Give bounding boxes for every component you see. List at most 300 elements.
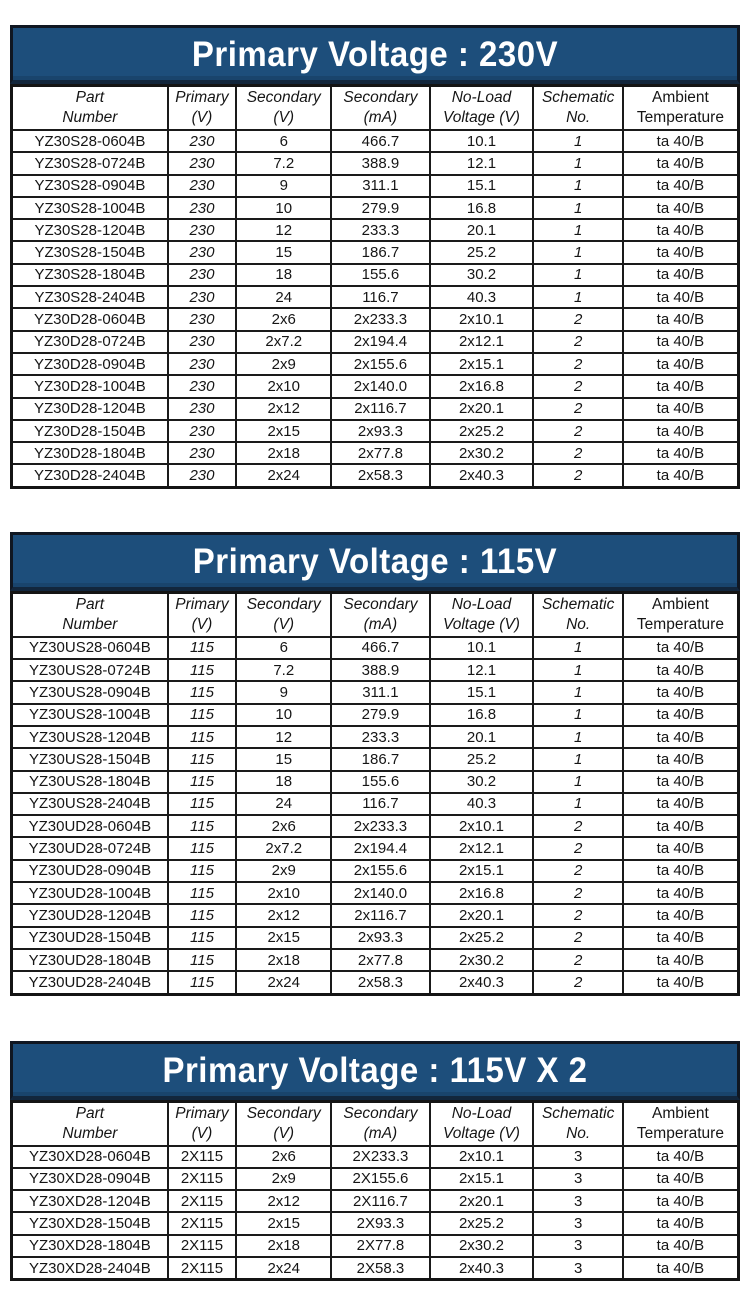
cell-ambient-temperature: ta 40/B [623,353,739,375]
cell-no-load-voltage: 2x30.2 [430,949,534,971]
cell-secondary-ma: 116.7 [331,793,429,815]
spec-table [10,591,740,996]
cell-secondary-v: 2x10 [236,375,331,397]
table-row [12,726,739,748]
cell-schematic-no: 3 [533,1212,622,1234]
table-row [12,771,739,793]
column-header-no-load-voltage: No-Load Voltage (V) [430,86,534,131]
cell-part-number: YZ30S28-0904B [12,175,168,197]
cell-secondary-ma: 2X77.8 [331,1235,429,1257]
cell-secondary-ma: 2x233.3 [331,308,429,330]
cell-no-load-voltage: 2x15.1 [430,860,534,882]
cell-schematic-no: 2 [533,308,622,330]
table-row [12,748,739,770]
cell-part-number: YZ30XD28-1804B [12,1235,168,1257]
cell-no-load-voltage: 2x10.1 [430,308,534,330]
cell-no-load-voltage: 16.8 [430,704,534,726]
cell-ambient-temperature: ta 40/B [623,726,739,748]
cell-secondary-v: 12 [236,726,331,748]
cell-schematic-no: 2 [533,375,622,397]
table-row [12,375,739,397]
cell-schematic-no: 2 [533,882,622,904]
cell-secondary-ma: 2x140.0 [331,375,429,397]
table-row [12,1168,739,1190]
cell-ambient-temperature: ta 40/B [623,748,739,770]
cell-no-load-voltage: 40.3 [430,286,534,308]
cell-primary-v: 230 [168,442,236,464]
cell-primary-v: 115 [168,927,236,949]
cell-no-load-voltage: 30.2 [430,771,534,793]
cell-part-number: YZ30US28-1004B [12,704,168,726]
spec-section [10,996,740,1282]
table-row [12,637,739,659]
column-header-ambient-temperature: Ambient Temperature [623,592,739,637]
cell-schematic-no: 1 [533,197,622,219]
cell-part-number: YZ30UD28-0904B [12,860,168,882]
spec-section [10,0,740,489]
cell-secondary-ma: 233.3 [331,726,429,748]
cell-part-number: YZ30D28-1204B [12,398,168,420]
cell-part-number: YZ30US28-1804B [12,771,168,793]
section-banner [10,532,740,591]
cell-part-number: YZ30XD28-1504B [12,1212,168,1234]
cell-primary-v: 230 [168,420,236,442]
table-row [12,971,739,994]
header-row [12,1101,739,1146]
cell-secondary-v: 7.2 [236,152,331,174]
table-row [12,219,739,241]
cell-part-number: YZ30UD28-1804B [12,949,168,971]
cell-secondary-v: 2x24 [236,464,331,487]
cell-primary-v: 230 [168,241,236,263]
cell-ambient-temperature: ta 40/B [623,175,739,197]
table-body [12,1146,739,1280]
column-header-no-load-voltage: No-Load Voltage (V) [430,1101,534,1146]
cell-secondary-ma: 155.6 [331,264,429,286]
section-banner [10,1041,740,1100]
table-row [12,286,739,308]
column-header-ambient-temperature: Ambient Temperature [623,86,739,131]
cell-schematic-no: 2 [533,398,622,420]
cell-primary-v: 115 [168,904,236,926]
column-header-secondary-ma: Secondary (mA) [331,86,429,131]
cell-part-number: YZ30UD28-1204B [12,904,168,926]
cell-secondary-ma: 116.7 [331,286,429,308]
cell-part-number: YZ30UD28-0724B [12,837,168,859]
column-header-primary-v: Primary (V) [168,592,236,637]
cell-schematic-no: 1 [533,241,622,263]
cell-secondary-ma: 2x77.8 [331,442,429,464]
cell-no-load-voltage: 2x15.1 [430,353,534,375]
cell-secondary-v: 9 [236,175,331,197]
cell-secondary-v: 2x15 [236,420,331,442]
column-header-schematic-no: Schematic No. [533,592,622,637]
cell-no-load-voltage: 10.1 [430,637,534,659]
cell-part-number: YZ30D28-0604B [12,308,168,330]
cell-ambient-temperature: ta 40/B [623,882,739,904]
cell-no-load-voltage: 2x12.1 [430,837,534,859]
cell-schematic-no: 1 [533,637,622,659]
cell-schematic-no: 3 [533,1146,622,1168]
cell-part-number: YZ30XD28-0904B [12,1168,168,1190]
cell-part-number: YZ30UD28-1004B [12,882,168,904]
cell-secondary-v: 2x15 [236,927,331,949]
cell-part-number: YZ30S28-0724B [12,152,168,174]
cell-part-number: YZ30D28-0724B [12,331,168,353]
table-row [12,927,739,949]
cell-schematic-no: 3 [533,1235,622,1257]
column-header-part-number: Part Number [12,592,168,637]
cell-secondary-v: 2x12 [236,904,331,926]
table-row [12,1257,739,1280]
table-row [12,1235,739,1257]
table-header [12,1101,739,1146]
table-row [12,197,739,219]
cell-schematic-no: 1 [533,264,622,286]
table-row [12,152,739,174]
cell-secondary-v: 2x24 [236,971,331,994]
cell-schematic-no: 2 [533,353,622,375]
column-header-secondary-v: Secondary (V) [236,1101,331,1146]
spec-table [10,84,740,489]
cell-schematic-no: 2 [533,331,622,353]
cell-ambient-temperature: ta 40/B [623,130,739,152]
cell-primary-v: 2X115 [168,1168,236,1190]
cell-primary-v: 115 [168,704,236,726]
cell-no-load-voltage: 12.1 [430,152,534,174]
cell-no-load-voltage: 2x40.3 [430,971,534,994]
cell-part-number: YZ30US28-0604B [12,637,168,659]
cell-ambient-temperature: ta 40/B [623,704,739,726]
cell-secondary-v: 2x9 [236,353,331,375]
cell-primary-v: 2X115 [168,1146,236,1168]
cell-secondary-ma: 2x233.3 [331,815,429,837]
cell-primary-v: 2X115 [168,1190,236,1212]
cell-secondary-ma: 2x77.8 [331,949,429,971]
cell-ambient-temperature: ta 40/B [623,1146,739,1168]
cell-schematic-no: 3 [533,1257,622,1280]
cell-primary-v: 230 [168,286,236,308]
cell-primary-v: 115 [168,659,236,681]
cell-secondary-v: 24 [236,793,331,815]
cell-ambient-temperature: ta 40/B [623,241,739,263]
cell-primary-v: 115 [168,771,236,793]
cell-ambient-temperature: ta 40/B [623,420,739,442]
header-row [12,592,739,637]
column-header-primary-v: Primary (V) [168,1101,236,1146]
cell-secondary-v: 12 [236,219,331,241]
cell-schematic-no: 1 [533,681,622,703]
cell-primary-v: 2X115 [168,1235,236,1257]
cell-schematic-no: 2 [533,442,622,464]
section-banner [10,25,740,84]
cell-secondary-v: 2x9 [236,860,331,882]
cell-secondary-v: 24 [236,286,331,308]
cell-ambient-temperature: ta 40/B [623,219,739,241]
cell-primary-v: 230 [168,152,236,174]
cell-secondary-ma: 311.1 [331,175,429,197]
cell-secondary-v: 2x7.2 [236,331,331,353]
cell-part-number: YZ30D28-1004B [12,375,168,397]
cell-ambient-temperature: ta 40/B [623,308,739,330]
cell-part-number: YZ30US28-2404B [12,793,168,815]
cell-primary-v: 115 [168,726,236,748]
cell-primary-v: 230 [168,398,236,420]
cell-schematic-no: 1 [533,152,622,174]
table-row [12,464,739,487]
table-header [12,86,739,131]
cell-no-load-voltage: 2x20.1 [430,904,534,926]
cell-primary-v: 230 [168,175,236,197]
cell-secondary-ma: 2x58.3 [331,971,429,994]
table-row [12,837,739,859]
cell-secondary-v: 2x9 [236,1168,331,1190]
cell-schematic-no: 1 [533,286,622,308]
cell-secondary-v: 2x18 [236,1235,331,1257]
cell-secondary-v: 2x6 [236,815,331,837]
table-row [12,1212,739,1234]
cell-ambient-temperature: ta 40/B [623,1212,739,1234]
cell-part-number: YZ30XD28-2404B [12,1257,168,1280]
cell-secondary-ma: 2x93.3 [331,420,429,442]
cell-secondary-ma: 2x155.6 [331,353,429,375]
cell-secondary-ma: 2X155.6 [331,1168,429,1190]
cell-secondary-v: 2x6 [236,1146,331,1168]
cell-secondary-ma: 466.7 [331,637,429,659]
cell-ambient-temperature: ta 40/B [623,1190,739,1212]
cell-ambient-temperature: ta 40/B [623,837,739,859]
column-header-ambient-temperature: Ambient Temperature [623,1101,739,1146]
table-row [12,175,739,197]
cell-schematic-no: 2 [533,949,622,971]
table-row [12,420,739,442]
cell-no-load-voltage: 15.1 [430,681,534,703]
cell-schematic-no: 3 [533,1168,622,1190]
header-row [12,86,739,131]
cell-part-number: YZ30XD28-0604B [12,1146,168,1168]
cell-secondary-ma: 311.1 [331,681,429,703]
section-title: Primary Voltage : 115V X 2 [162,1048,588,1089]
cell-secondary-ma: 2X116.7 [331,1190,429,1212]
table-row [12,130,739,152]
cell-schematic-no: 2 [533,464,622,487]
cell-ambient-temperature: ta 40/B [623,442,739,464]
table-row [12,308,739,330]
table-row [12,1146,739,1168]
cell-no-load-voltage: 2x25.2 [430,420,534,442]
column-header-schematic-no: Schematic No. [533,86,622,131]
column-header-part-number: Part Number [12,1101,168,1146]
cell-secondary-ma: 2x58.3 [331,464,429,487]
cell-ambient-temperature: ta 40/B [623,771,739,793]
cell-no-load-voltage: 2x20.1 [430,398,534,420]
cell-no-load-voltage: 2x25.2 [430,927,534,949]
table-row [12,904,739,926]
cell-primary-v: 115 [168,882,236,904]
cell-no-load-voltage: 2x40.3 [430,1257,534,1280]
table-row [12,659,739,681]
cell-schematic-no: 1 [533,130,622,152]
cell-secondary-v: 2x6 [236,308,331,330]
table-row [12,1190,739,1212]
cell-primary-v: 115 [168,860,236,882]
cell-primary-v: 230 [168,331,236,353]
cell-part-number: YZ30US28-0724B [12,659,168,681]
cell-ambient-temperature: ta 40/B [623,1257,739,1280]
cell-part-number: YZ30S28-2404B [12,286,168,308]
cell-schematic-no: 2 [533,815,622,837]
cell-secondary-v: 7.2 [236,659,331,681]
table-row [12,949,739,971]
cell-schematic-no: 2 [533,860,622,882]
cell-schematic-no: 1 [533,771,622,793]
cell-secondary-ma: 2x194.4 [331,331,429,353]
cell-ambient-temperature: ta 40/B [623,904,739,926]
spec-table [10,1100,740,1282]
cell-primary-v: 115 [168,637,236,659]
cell-part-number: YZ30S28-1804B [12,264,168,286]
cell-secondary-ma: 2x140.0 [331,882,429,904]
cell-part-number: YZ30D28-0904B [12,353,168,375]
cell-primary-v: 115 [168,815,236,837]
cell-secondary-ma: 155.6 [331,771,429,793]
cell-primary-v: 2X115 [168,1257,236,1280]
cell-part-number: YZ30D28-1804B [12,442,168,464]
cell-schematic-no: 3 [533,1190,622,1212]
cell-part-number: YZ30UD28-1504B [12,927,168,949]
cell-no-load-voltage: 2x12.1 [430,331,534,353]
cell-secondary-ma: 233.3 [331,219,429,241]
cell-secondary-v: 15 [236,241,331,263]
cell-secondary-v: 6 [236,130,331,152]
cell-ambient-temperature: ta 40/B [623,927,739,949]
cell-secondary-ma: 186.7 [331,748,429,770]
column-header-primary-v: Primary (V) [168,86,236,131]
cell-no-load-voltage: 30.2 [430,264,534,286]
cell-secondary-ma: 279.9 [331,197,429,219]
cell-no-load-voltage: 2x16.8 [430,375,534,397]
section-title: Primary Voltage : 230V [191,33,559,74]
cell-no-load-voltage: 2x30.2 [430,1235,534,1257]
cell-part-number: YZ30UD28-0604B [12,815,168,837]
cell-secondary-ma: 2X58.3 [331,1257,429,1280]
cell-no-load-voltage: 2x40.3 [430,464,534,487]
cell-secondary-ma: 2x155.6 [331,860,429,882]
cell-secondary-ma: 2x116.7 [331,904,429,926]
cell-primary-v: 230 [168,130,236,152]
cell-no-load-voltage: 25.2 [430,241,534,263]
cell-primary-v: 2X115 [168,1212,236,1234]
cell-secondary-v: 15 [236,748,331,770]
cell-ambient-temperature: ta 40/B [623,637,739,659]
cell-secondary-ma: 186.7 [331,241,429,263]
cell-ambient-temperature: ta 40/B [623,1168,739,1190]
cell-secondary-v: 2x12 [236,1190,331,1212]
cell-schematic-no: 1 [533,219,622,241]
cell-ambient-temperature: ta 40/B [623,681,739,703]
column-header-no-load-voltage: No-Load Voltage (V) [430,592,534,637]
cell-secondary-ma: 2x194.4 [331,837,429,859]
cell-no-load-voltage: 16.8 [430,197,534,219]
cell-ambient-temperature: ta 40/B [623,398,739,420]
cell-schematic-no: 2 [533,420,622,442]
cell-no-load-voltage: 40.3 [430,793,534,815]
cell-part-number: YZ30US28-1504B [12,748,168,770]
cell-secondary-ma: 2X233.3 [331,1146,429,1168]
cell-ambient-temperature: ta 40/B [623,860,739,882]
cell-schematic-no: 1 [533,704,622,726]
cell-secondary-v: 2x12 [236,398,331,420]
cell-primary-v: 115 [168,971,236,994]
cell-schematic-no: 1 [533,659,622,681]
column-header-part-number: Part Number [12,86,168,131]
table-row [12,264,739,286]
cell-secondary-ma: 388.9 [331,152,429,174]
spec-section [10,489,740,996]
table-row [12,793,739,815]
section-title: Primary Voltage : 115V [192,540,558,581]
column-header-secondary-ma: Secondary (mA) [331,1101,429,1146]
cell-secondary-v: 18 [236,264,331,286]
table-row [12,331,739,353]
cell-schematic-no: 2 [533,971,622,994]
cell-ambient-temperature: ta 40/B [623,815,739,837]
cell-ambient-temperature: ta 40/B [623,197,739,219]
table-row [12,704,739,726]
cell-secondary-ma: 2x116.7 [331,398,429,420]
table-row [12,353,739,375]
table-row [12,241,739,263]
cell-part-number: YZ30S28-1004B [12,197,168,219]
cell-secondary-v: 6 [236,637,331,659]
cell-secondary-v: 2x18 [236,949,331,971]
cell-primary-v: 230 [168,308,236,330]
cell-ambient-temperature: ta 40/B [623,1235,739,1257]
table-header [12,592,739,637]
cell-schematic-no: 1 [533,748,622,770]
cell-ambient-temperature: ta 40/B [623,659,739,681]
cell-secondary-v: 2x18 [236,442,331,464]
cell-schematic-no: 1 [533,726,622,748]
cell-no-load-voltage: 20.1 [430,726,534,748]
cell-part-number: YZ30D28-2404B [12,464,168,487]
cell-primary-v: 115 [168,748,236,770]
cell-secondary-v: 18 [236,771,331,793]
cell-part-number: YZ30XD28-1204B [12,1190,168,1212]
cell-no-load-voltage: 2x20.1 [430,1190,534,1212]
table-row [12,442,739,464]
cell-secondary-ma: 388.9 [331,659,429,681]
cell-ambient-temperature: ta 40/B [623,793,739,815]
cell-primary-v: 230 [168,464,236,487]
cell-ambient-temperature: ta 40/B [623,375,739,397]
cell-secondary-ma: 279.9 [331,704,429,726]
cell-schematic-no: 2 [533,927,622,949]
cell-ambient-temperature: ta 40/B [623,971,739,994]
cell-primary-v: 230 [168,197,236,219]
column-header-secondary-v: Secondary (V) [236,86,331,131]
cell-secondary-v: 10 [236,704,331,726]
cell-secondary-v: 2x15 [236,1212,331,1234]
cell-primary-v: 115 [168,837,236,859]
cell-schematic-no: 1 [533,175,622,197]
cell-primary-v: 230 [168,353,236,375]
cell-primary-v: 230 [168,375,236,397]
cell-schematic-no: 2 [533,837,622,859]
cell-secondary-v: 2x7.2 [236,837,331,859]
cell-primary-v: 115 [168,793,236,815]
cell-ambient-temperature: ta 40/B [623,331,739,353]
